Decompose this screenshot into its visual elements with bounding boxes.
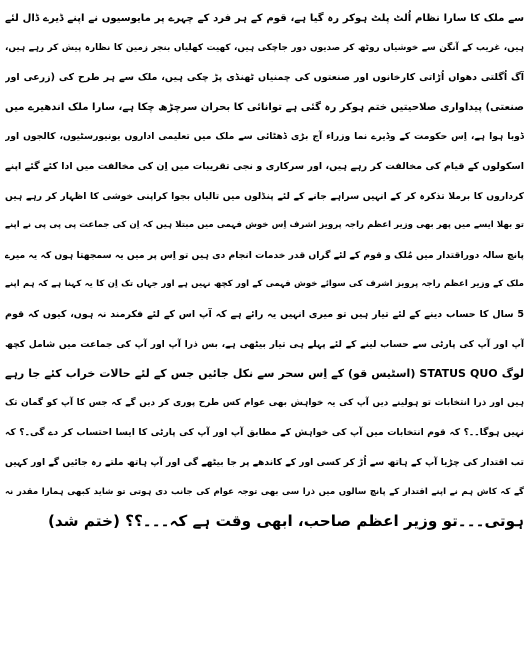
text-line-8: تو بھلا ایسے میں پھر بھی وزیر اعظم راجہ پرویز اشرف اِس خوش فہمی میں مبتلا ہیں کہ اِن کی جماعت پی پی پی نے اپنے [5, 220, 524, 231]
text-line-15: نہیں ہوگا۔۔؟ کہ قوم انتخابات میں آپ کی خواہش کے مطابق آپ اور آپ کی پارٹی کا ایسا احتساب کر دے گی۔؟ کہ [5, 427, 524, 439]
text-line-16: تب اقتدار کی چڑیا آپ کے ہاتھ سے اُڑ کر کسی اور کے کاندھے پر جا بیٹھے گی اور آپ ہاتھ ملتے رہ جائیں گے اور کہیں [5, 456, 524, 468]
text-line-4: صنعتی) پیداواری صلاحیتیں ختم ہوکر رہ گئی ہے توانائی کا بحران سرچڑھ چکا ہے، سارا ملک اندھیرے میں [5, 101, 524, 113]
text-line-1: سے ملک کا سارا نظام اُلٹ پلٹ ہوکر رہ گیا ہے، قوم کے ہر فرد کے چہرے پر مایوسیوں نے اپنے ڈیرے ڈال لئے [5, 13, 524, 24]
text-line-18: ہوتی۔۔۔تو وزیر اعظم صاحب، ابھی وقت ہے کہ۔۔۔؟؟ (ختم شد) [47, 512, 524, 531]
text-line-17: گے کہ کاش ہم نے اپنے اقتدار کے پانچ سالوں میں ذرا سی بھی توجہ عوام کی جانب دی ہوتی تو شاید کبھی ہمارا مقدر نہ [5, 486, 524, 497]
text-line-9: پانچ سالہ دوراقتدار میں مُلک و قوم کے لئے گراں قدر خدمات انجام دی ہیں تو اِس پر میں یہ سمجھتا ہوں کہ یہ میرے [5, 249, 524, 261]
text-line-12: آپ اور آپ کی پارٹی سے حساب لینے کے لئے پہلے ہی تیار بیٹھی ہے، بس ذرا آپ اور آپ کی جماعت میں شامل کچھ [5, 338, 524, 350]
text-line-2: ہیں، غریب کے آنگن سے خوشیاں روٹھ کر صدیوں دور جاچکی ہیں، کھیت کھلیاں بنجر زمین کا نظارہ پیش کر رہے ہیں، [5, 42, 524, 53]
text-line-6: اسکولوں کے قیام کی مخالفت کر رہے ہیں، اور سرکاری و نجی تقریبات میں اِن کی مخالفت میں ادا کئے گئے اپنے [5, 160, 524, 172]
text-line-11: 5 سال کا حساب دینے کے لئے تیار ہیں تو میری انہیں یہ رائے ہے کہ آپ اس کے لئے فکرمند نہ ہوں، کیوں کہ قوم [5, 308, 524, 320]
text-line-13: لوگ STATUS QUO (اسٹیس قو) کے اِس سحر سے نکل جائیں جس کے لئے حالات خراب کئے جا رہے [5, 367, 524, 381]
text-line-5: ڈوبا ہوا ہے، اِس حکومت کے وڈیرے نما وزراء آج بڑی ڈھٹائی سے ملک میں تعلیمی اداروں یونیورسٹیوں، کالجوں اور [5, 131, 524, 143]
text-line-10: ملک کے وزیر اعظم راجہ پرویز اشرف کی سوائے خوش فہمی کے اور کچھ نہیں ہے اور جہاں تک اِن کا یہ کہنا ہے کہ ہم اپنے [5, 279, 524, 290]
text-line-3: آگ اُگلتی دھواں اُڑاتی کارخانوں اور صنعتوں کی چمنیاں ٹھنڈی پڑ چکی ہیں، ملک سے ہر طرح کی (زرعی اور [5, 72, 524, 84]
text-line-14: ہیں اور ذرا انتخابات تو ہولینے دیں آپ کی یہ خواہش بھی عوام کس طرح پوری کر دیں گے کہ جس کا آپ کو گمان تک [5, 397, 524, 408]
text-line-7: کرداروں کا برملا تذکرہ کر کے انہیں سراہے جانے کے لئے پنڈلوں میں تالیاں بجوا کراپنی خوشی کا اظہار کر رہے ہیں [5, 190, 524, 202]
